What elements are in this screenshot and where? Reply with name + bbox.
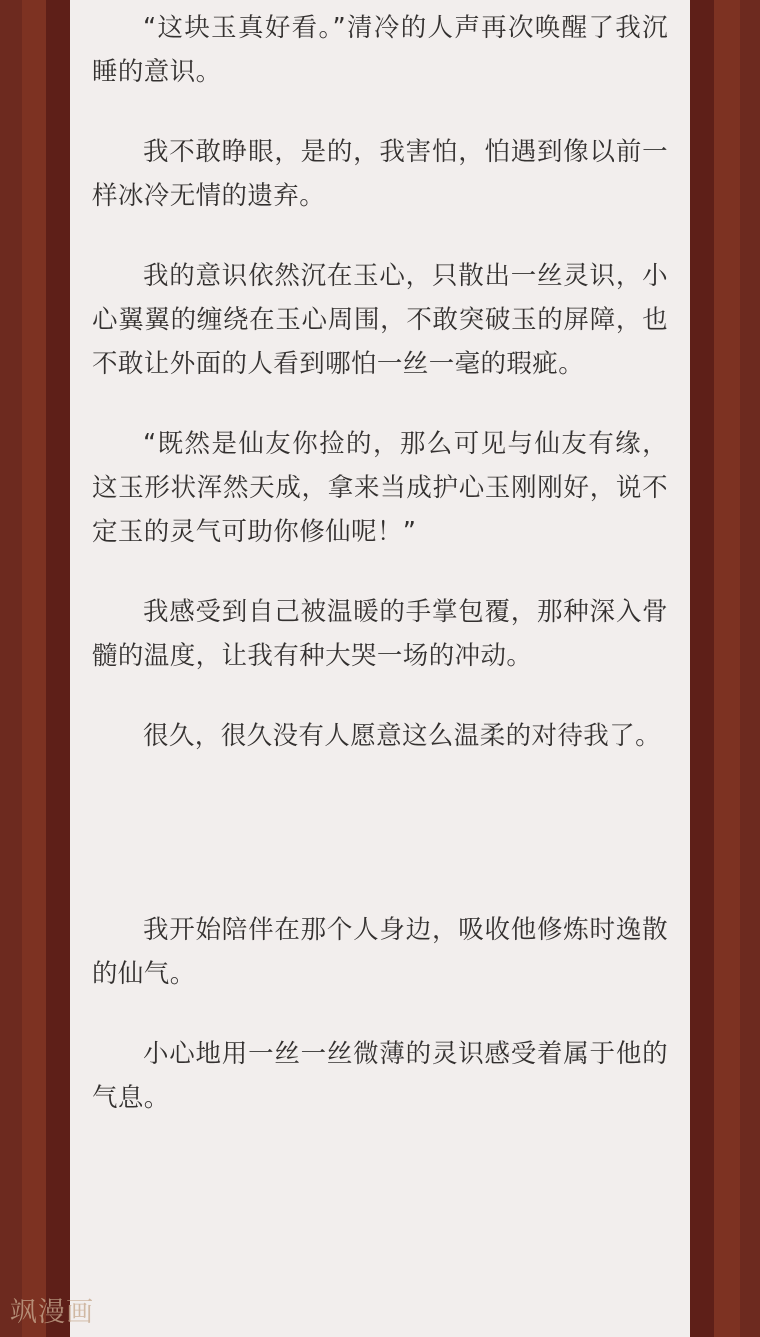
paragraph: “这块玉真好看。”清冷的人声再次唤醒了我沉睡的意识。 bbox=[92, 13, 668, 87]
watermark-label: 飒漫画 bbox=[10, 1297, 94, 1328]
paragraph: 我感受到自己被温暖的手掌包覆，那种深入骨髓的温度，让我有种大哭一场的冲动。 bbox=[92, 597, 668, 671]
paragraph: 小心地用一丝一丝微薄的灵识感受着属于他的气息。 bbox=[92, 1039, 668, 1113]
story-text-body bbox=[70, 0, 690, 1120]
paragraph: 我的意识依然沉在玉心，只散出一丝灵识，小心翼翼的缠绕在玉心周围，不敢突破玉的屏障，也不敢让外面的人看到哪怕一丝一毫的瑕疵。 bbox=[92, 261, 668, 379]
paragraph: 很久，很久没有人愿意这么温柔的对待我了。 bbox=[143, 721, 662, 751]
paragraph: 我开始陪伴在那个人身边，吸收他修炼时逸散的仙气。 bbox=[92, 915, 668, 989]
paragraph: 我不敢睁眼，是的，我害怕，怕遇到像以前一样冰冷无情的遗弃。 bbox=[92, 137, 668, 211]
right-border-decoration bbox=[690, 0, 760, 1337]
paragraph: “既然是仙友你捡的，那么可见与仙友有缘，这玉形状浑然天成，拿来当成护心玉刚刚好，说不定玉的灵气可助你修仙呢！” bbox=[92, 429, 668, 547]
left-border-decoration bbox=[0, 0, 70, 1337]
story-paper bbox=[70, 0, 690, 1337]
